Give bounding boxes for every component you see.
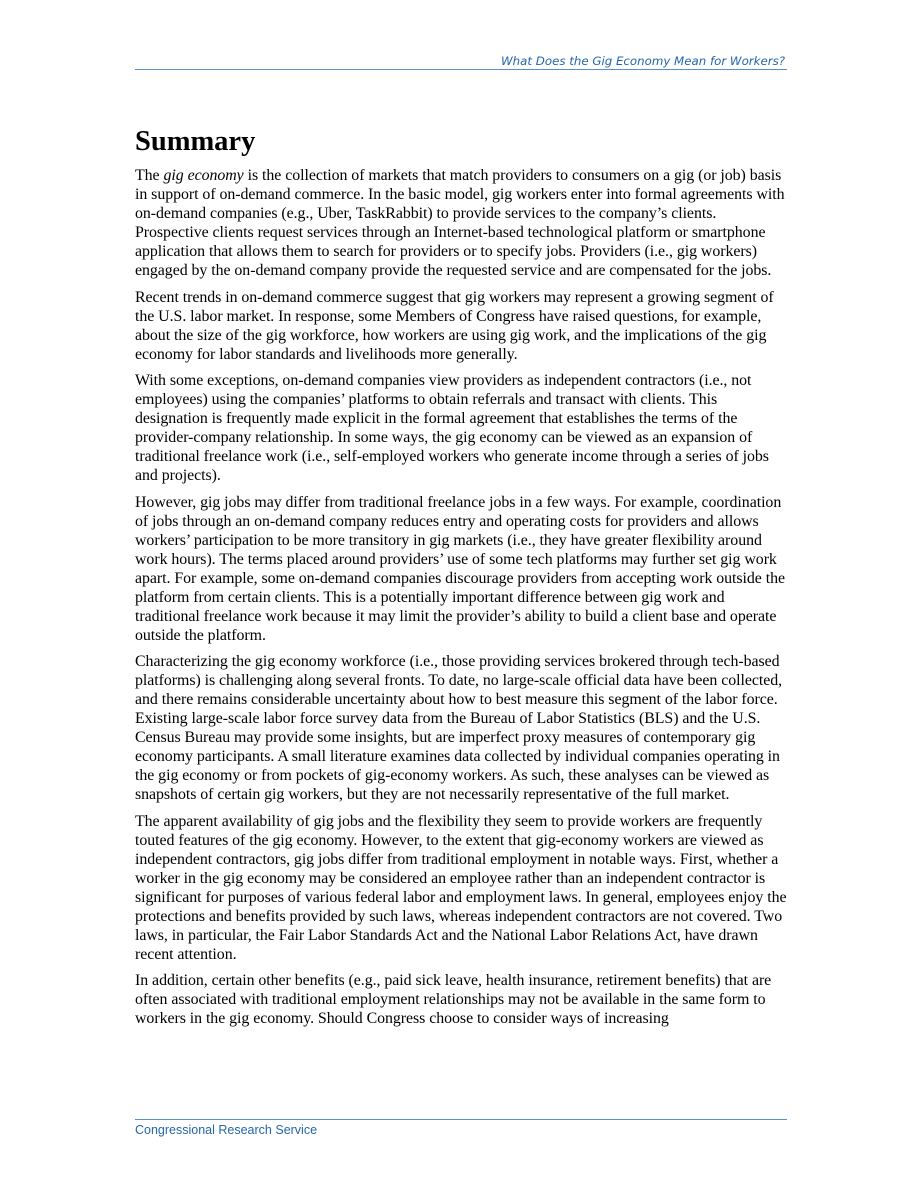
page-body xyxy=(135,124,787,1036)
paragraph-1-lead: The xyxy=(135,167,164,184)
paragraph-4: However, gig jobs may differ from traditional freelance jobs in a few ways. For example, coordination of jobs through an on-demand company reduces entry and operating costs for providers and allows workers’ participation to be more transitory in gig markets (i.e., they have greater flexibility around work hours). The terms placed around providers’ use of some tech platforms may further set gig work apart. For example, some on-demand companies discourage providers from accepting work outside the platform from certain clients. This is a potentially important difference between gig work and traditional freelance work because it may limit the provider’s ability to build a client base and operate outside the platform. xyxy=(135,493,785,644)
paragraph-1-rest: is the collection of markets that match providers to consumers on a gig (or job) basis in support of on-demand commerce. In the basic model, gig workers enter into formal agreements with on-demand companies (e.g., Uber, TaskRabbit) to provide services to the company’s clients. Prospective clients request services through an Internet-based technological platform or smartphone application that allows them to search for providers or to specify jobs. Providers (i.e., gig workers) engaged by the on-demand company provide the requested service and are compensated for the jobs. xyxy=(135,167,785,279)
paragraph-5: Characterizing the gig economy workforce (i.e., those providing services brokered through tech-based platforms) is challenging along several fronts. To date, no large-scale official data have been collected, and there remains considerable uncertainty about how to best measure this segment of the labor force. Existing large-scale labor force survey data from the Bureau of Labor Statistics (BLS) and the U.S. Census Bureau may provide some insights, but are imperfect proxy measures of contemporary gig economy participants. A small literature examines data collected by individual companies operating in the gig economy or from pockets of gig-economy workers. As such, these analyses can be viewed as snapshots of certain gig workers, but they are not necessarily representative of the full market. xyxy=(135,653,783,803)
footer-publisher: Congressional Research Service xyxy=(135,1123,318,1137)
paragraph-1 xyxy=(135,166,787,280)
paragraph-1-term: gig economy xyxy=(163,167,244,184)
paragraph-2: Recent trends in on-demand commerce suggest that gig workers may represent a growing segment of the U.S. labor market. In response, some Members of Congress have raised questions, for example, about the size of the gig workforce, how workers are using gig work, and the implications of the gig economy for labor standards and livelihoods more generally. xyxy=(135,288,774,363)
paragraph-7: In addition, certain other benefits (e.g., paid sick leave, health insurance, retirement benefits) that are often associated with traditional employment relationships may not be available in the same form to workers in the gig economy. Should Congress choose to consider ways of increasing xyxy=(135,972,772,1027)
paragraph-6: The apparent availability of gig jobs and the flexibility they seem to provide workers are frequently touted features of the gig economy. However, to the extent that gig-economy workers are viewed as independent contractors, gig jobs differ from traditional employment in notable ways. First, whether a worker in the gig economy may be considered an employee rather than an independent contractor is significant for purposes of various federal labor and employment laws. In general, employees enjoy the protections and benefits provided by such laws, whereas independent contractors are not covered. Two laws, in particular, the Fair Labor Standards Act and the National Labor Relations Act, have drawn recent attention. xyxy=(135,812,787,963)
running-header-title: What Does the Gig Economy Mean for Workers? xyxy=(501,54,785,68)
header-divider xyxy=(135,69,787,70)
footer-divider xyxy=(135,1119,787,1120)
paragraph-3: With some exceptions, on-demand companies view providers as independent contractors (i.e., not employees) using the companies’ platforms to obtain referrals and transact with clients. This designation is frequently made explicit in the formal agreement that establishes the terms of the provider-company relationship. In some ways, the gig economy can be viewed as an expansion of traditional freelance work (i.e., self-employed workers who generate income through a series of jobs and projects). xyxy=(135,372,769,484)
section-title: Summary xyxy=(135,126,256,157)
